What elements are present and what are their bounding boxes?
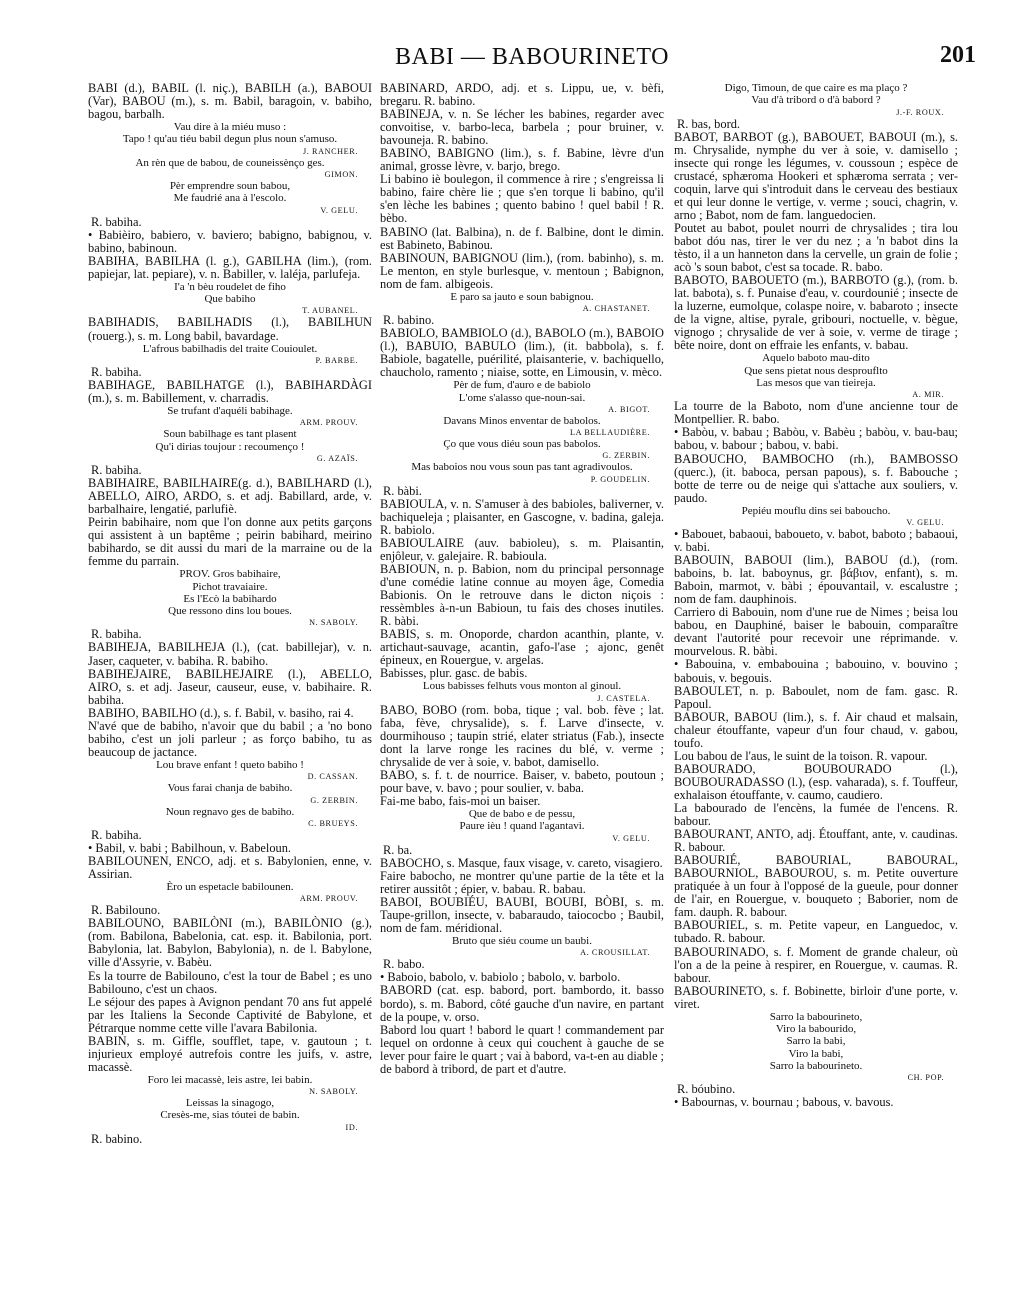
dictionary-author: D. CASSAN.: [307, 772, 358, 782]
dictionary-entry: BABIN, s. m. Giffle, soufflet, tape, v. gautoun ; t. injurieux employé autrefois contre les juifs, v. astre, macassè.: [88, 1033, 372, 1074]
dictionary-entry: • Babil, v. babi ; Babilhoun, v. Babeloun.: [88, 840, 292, 855]
dictionary-ref: R. babiha.: [91, 214, 142, 229]
dictionary-ref: R. Babilouno.: [91, 903, 161, 918]
dictionary-entry: BABINO, BABIGNO (lim.), s. f. Babine, lèvre d'un animal, grosse lèvre, v. barjo, brego.: [380, 146, 664, 174]
dictionary-entry: BABOURIEL, s. m. Petite vapeur, en Languedoc, v. tubado. R. babour.: [674, 918, 958, 946]
dictionary-quote: Pichot travaiaire.: [192, 580, 268, 593]
dictionary-entry: BABIOULAIRE (auv. babioleu), s. m. Plaisantin, enjôleur, v. galejaire. R. babioula.: [380, 535, 664, 563]
dictionary-author: N. SABOLY.: [309, 1087, 358, 1097]
dictionary-author: T. AUBANEL.: [302, 306, 358, 316]
dictionary-quote: Sarro la babourineto.: [769, 1059, 863, 1072]
dictionary-author: V. GELU.: [320, 205, 358, 215]
dictionary-entry: • Babouina, v. embabouina ; babouino, v. bouvino ; babouis, v. begouis.: [674, 657, 958, 685]
dictionary-quote: L'afrous babilhadis del traite Couioulet.: [142, 342, 318, 355]
dictionary-quote: An rèn que de babou, de couneissènço ges.: [135, 156, 325, 169]
dictionary-author: GIMON.: [324, 170, 358, 180]
dictionary-quote: Que ressono dins lou boues.: [168, 605, 292, 618]
dictionary-entry: BABIOULA, v. n. S'amuser à des babioles, baliverner, v. bachiqueleja ; plaisanter, en Gascogne, v. badina, galeja. R. babiolo.: [380, 496, 664, 537]
dictionary-entry: Poutet au babot, poulet nourri de chrysalides ; tira lou babot dóu nas, tirer le ver du nez ; a 'n babot dins la tèsto, il a un hanneton dans la cervelle, un grain de folie ; acò 's soun babot, c'est sa tocade. R. babo.: [674, 220, 958, 275]
dictionary-author: P. GOUDELIN.: [590, 474, 650, 484]
dictionary-author: N. SABOLY.: [309, 618, 358, 628]
dictionary-quote: Vous farai chanja de babiho.: [167, 782, 293, 795]
dictionary-quote: Viro la babi,: [788, 1047, 844, 1060]
dictionary-quote: Vau dire à la miéu muso :: [173, 121, 287, 134]
dictionary-entry: BABIHAIRE, BABILHAIRE(g. d.), BABILHARD (l.), ABELLO, AIRO, ARDO, s. et adj. Babillard, arde, v. barbalhaire, lengatié, parlufiè.: [88, 475, 372, 517]
dictionary-entry: N'avé que de babiho, n'avoir que du babil ; a 'no bono babiho, c'est un joli parleur ; as forço babiho, tu as beaucoup de jactance.: [88, 718, 372, 759]
dictionary-author: C. BRUEYS.: [308, 818, 358, 828]
dictionary-entry: BABIOLO, BAMBIOLO (d.), BABOLO (m.), BABOIO (l.), BABUIO, BABULO (lim.), (it. babbola), s. f. Babiole, bagatelle, puérilité, plaisanterie, v. bachiquello, chaucholo, ramento ; niaise, sotte, en Limousin, v. mèco.: [380, 326, 664, 380]
running-title: BABI — BABOURINETO: [395, 44, 669, 70]
dictionary-ref: R. babo.: [383, 957, 425, 972]
dictionary-entry: Fai-me babo, fais-moi un baiser.: [380, 794, 541, 809]
dictionary-entry: BABOCHO, s. Masque, faux visage, v. careto, visagiero.: [380, 855, 663, 870]
dictionary-ref: R. bóubino.: [677, 1082, 736, 1097]
dictionary-entry: Es la tourre de Babilouno, c'est la tour de Babel ; es uno Babilouno, c'est un chaos.: [88, 968, 372, 996]
dictionary-author: ARM. PROUV.: [299, 418, 358, 428]
dictionary-quote: Que de babo e de pessu,: [468, 808, 576, 821]
dictionary-entry: BABI (d.), BABIL (l. niç.), BABILH (a.), BABOUI (Var), BABOU (m.), s. m. Babil, baragoin, v. babiho, bagou, barbalh.: [88, 82, 372, 122]
dictionary-quote: Ço que vous diéu soun pas babolos.: [443, 438, 601, 451]
dictionary-quote: Leissas la sinagogo,: [185, 1097, 275, 1110]
dictionary-quote: Foro lei macassè, leis astre, lei babin.: [147, 1073, 313, 1086]
dictionary-ref: R. babiha.: [91, 364, 142, 379]
dictionary-entry: BABOUIN, BABOUI (lim.), BABOU (d.), (rom. baboins, b. lat. baboynus, gr. βάβιον, enfant), s. m. Baboin, marmot, v. bàbi ; épouvantail, v. escalustre ; nom de fam. dauphinois.: [674, 553, 958, 607]
dictionary-quote: Sarro la babourineto,: [769, 1010, 863, 1023]
dictionary-author: ID.: [345, 1122, 358, 1132]
dictionary-author: A. MIR.: [912, 390, 944, 400]
dictionary-quote: Tapo ! qu'au tiéu babil degun plus noun s'amuso.: [122, 133, 338, 146]
dictionary-entry: Li babino iè boulegon, il commence à rire ; s'engreissa li babino, faire chère lie ; que s'en torque li babino, qu'il s'en lèche les babines ; quento babino ! quel babil ! R. bèbo.: [380, 172, 664, 226]
dictionary-ref: R. babiha.: [91, 627, 142, 642]
dictionary-quote: Soun babilhage es tant plasent: [163, 428, 297, 441]
dictionary-entry: Le séjour des papes à Avignon pendant 70 ans fut appelé par les Italiens la Seconde Captivité de Babylone, et Pétrarque nomme cette ville l'avara Babilonia.: [88, 994, 372, 1035]
dictionary-author: V. GELU.: [612, 833, 650, 843]
dictionary-entry: BABO, BOBO (rom. boba, tique ; val. bob. fève ; lat. faba, fève, chrysalide), s. f. Larve d'insecte, v. dourmihouso ; taupin strié, elater striatus (Fab.), insecte dont la larve ronge les racines du blé, v. verme ; chrysalide de ver à soie, v. babot, damisello.: [380, 702, 664, 769]
dictionary-ref: R. ba.: [383, 842, 413, 857]
dictionary-entry: BABOURINETO, s. f. Bobinette, birloir d'une porte, v. viret.: [674, 983, 958, 1011]
dictionary-author: J.-F. ROUX.: [896, 107, 944, 117]
dictionary-quote: Que babiho: [204, 293, 256, 306]
dictionary-entry: BABOTO, BABOUETO (m.), BARBOTO (g.), (rom. b. lat. babota), s. f. Punaise d'eau, v. courdounié ; insecte de la luzerne, eumolque, colaspe noire, v. babaroto ; insecte de la vigne, altise, pyrale, gribouri, noctuelle, v. bègue, vignogo ; chrysalide de ver à soie, v. verme de tirage ; bête noire, dont on effraie les enfants, v. babau.: [674, 273, 958, 353]
dictionary-entry: BABORD (cat. esp. babord, port. bambordo, it. basso bordo), s. m. Babord, côté gauche d'un navire, en partant de la poupe, v. orso.: [380, 983, 664, 1024]
dictionary-quote: Noun regnavo ges de babiho.: [165, 805, 295, 818]
dictionary-ref: R. babiha.: [91, 827, 142, 842]
dictionary-entry: BABO, s. f. t. de nourrice. Baiser, v. babeto, poutoun ; pour bave, v. bavo ; pour soulier, v. baba.: [380, 768, 664, 796]
dictionary-entry: • Babièiro, babiero, v. baviero; babigno, babignou, v. babino, babinoun.: [88, 227, 372, 255]
dictionary-entry: Babisses, plur. gasc. de babis.: [380, 666, 528, 681]
dictionary-ref: R. bas, bord.: [677, 116, 740, 131]
dictionary-entry: • Babournas, v. bournau ; babous, v. bavous.: [674, 1095, 894, 1110]
dictionary-entry: BABOURIÉ, BABOURIAL, BABOURAL, BABOURNIOL, BABOUROU, s. m. Petite ouverture pratiquée à un four à l'opposé de la gueule, pour donner de l'air, en Rouergue, v. bouqueto ; Baborier, nom de fam. dauph. R. babour.: [674, 853, 958, 920]
dictionary-quote: I'a 'n bèu roudelet de fiho: [174, 280, 286, 293]
dictionary-entry: BABILOUNO, BABILÒNI (m.), BABILÒNIO (g.), (rom. Babilona, Babelonia, cat. esp. it. Babilonia, port. Babylonia, lat. Babylon, Babylonia), n. de l. Babylone, ville d'Assyrie, v. Babèu.: [88, 916, 372, 970]
dictionary-quote: Lous babisses felhuts vous monton al ginoul.: [422, 680, 622, 693]
dictionary-quote: E paro sa jauto e soun babignou.: [450, 290, 594, 303]
dictionary-author: P. BARBE.: [315, 355, 358, 365]
dictionary-quote: Aquelo baboto mau-dito: [762, 352, 870, 365]
dictionary-author: G. AZAÏS.: [316, 453, 358, 463]
dictionary-author: J. CASTELA.: [597, 693, 650, 703]
page-header: [0, 40, 1024, 80]
dictionary-entry: Peirin babihaire, nom que l'on donne aux petits garçons qui assistent à un baptême ; peirin babihard, meirino babihardo, se dit aussi du mari de la marraine ou de la femme du parrain.: [88, 515, 372, 569]
dictionary-quote: Pepiéu mouflu dins sei baboucho.: [741, 504, 891, 517]
dictionary-ref: R. babiha.: [91, 462, 142, 477]
dictionary-entry: BABIHEJA, BABILHEJA (l.), (cat. babillejar), v. n. Jaser, caqueter, v. babiha. R. babiho.: [88, 640, 372, 668]
dictionary-entry: BABINOUN, BABIGNOU (lim.), (rom. babinho), s. m. Le menton, en style burlesque, v. mentoun ; Babignon, nom de fam. albigeois.: [380, 250, 664, 291]
column-3: [674, 82, 958, 1202]
dictionary-entry: BABOURINADO, s. f. Moment de grande chaleur, où l'on a de la peine à respirer, en Rouergue, v. caumas. R. babour.: [674, 944, 958, 985]
dictionary-entry: BABIHADIS, BABILHADIS (l.), BABILHUN (rouerg.), s. m. Long babil, bavardage.: [88, 315, 372, 343]
dictionary-author: V. GELU.: [906, 518, 944, 527]
dictionary-quote: Pèr de fum, d'auro e de babiolo: [453, 379, 591, 392]
dictionary-ref: R. bàbi.: [383, 483, 422, 498]
dictionary-quote: L'ome s'alasso que-noun-sai.: [458, 391, 586, 404]
dictionary-entry: BABIS, s. m. Onoporde, chardon acanthin, plante, v. artichaut-sauvage, acantin, gafo-l'ase ; ajonc, genêt épineux, en Rouergue, v. argelas.: [380, 627, 664, 668]
dictionary-author: ARM. PROUV.: [299, 894, 358, 904]
dictionary-ref: R. babino.: [383, 313, 435, 328]
dictionary-entry: BABIHEJAIRE, BABILHEJAIRE (l.), ABELLO, AIRO, s. et adj. Jaseur, causeur, euse, v. babihaire. R. babiha.: [88, 666, 372, 707]
column-1: [88, 82, 372, 1202]
dictionary-quote: PROV. Gros babihaire,: [179, 568, 281, 581]
dictionary-entry: BABOI, BOUBIÉU, BAUBI, BOUBI, BÒBI, s. m. Taupe-grillon, insecte, v. babaraudo, taiococbo ; Baubil, nom de fam. méridional.: [380, 894, 664, 936]
dictionary-entry: BABINO (lat. Balbina), n. de f. Balbine, dont le dimin. est Babineto, Babinou.: [380, 224, 664, 252]
dictionary-quote: Es l'Ecò la babihardo: [183, 592, 277, 605]
dictionary-entry: Faire babocho, ne montrer qu'une partie de la tête et la retirer aussitôt ; épier, v. babau. R. babau.: [380, 868, 664, 896]
dictionary-entry: BABIHO, BABILHO (d.), s. f. Babil, v. basiho, rai 4.: [88, 705, 354, 720]
dictionary-quote: Qu'i dirias toujour : recoumenço !: [155, 440, 305, 453]
dictionary-quote: Que sens pietat nous desprouflto: [744, 364, 888, 377]
dictionary-quote: Èro un espetacle babilounen.: [166, 880, 294, 893]
dictionary-quote: Me faudrié ana à l'escolo.: [173, 192, 287, 205]
dictionary-entry: BABOURANT, ANTO, adj. Étouffant, ante, v. caudinas. R. babour.: [674, 827, 958, 855]
dictionary-entry: BABINARD, ARDO, adj. et s. Lippu, ue, v. bèfi, bregaru. R. babino.: [380, 82, 664, 109]
dictionary-quote: Sarro la babi,: [786, 1035, 846, 1048]
dictionary-author: G. ZERBIN.: [310, 795, 358, 805]
dictionary-ref: R. babino.: [91, 1131, 143, 1146]
dictionary-quote: Se trufant d'aquéli babihage.: [167, 404, 293, 417]
dictionary-entry: BABOURADO, BOUBOURADO (l.), BOUBOURADASSO (l.), (esp. vaharada), s. f. Touffeur, exhalaison étouffante, v. caumo, caudiero.: [674, 761, 958, 802]
dictionary-quote: Pèr emprendre soun babou,: [169, 180, 291, 193]
dictionary-quote: Bruto que siéu coume un baubi.: [452, 935, 592, 948]
dictionary-author: A. BIGOT.: [608, 404, 650, 414]
dictionary-author: LA BELLAUDIÈRE.: [570, 428, 650, 438]
dictionary-entry: BABOUCHO, BAMBOCHO (rh.), BAMBOSSO (querc.), (it. baboca, persan papous), s. f. Babouche ; botte de terre ou de neige qui s'attache aux souliers, v. paudo.: [674, 451, 958, 505]
dictionary-quote: Digo, Timoun, de que caire es ma plaço ?: [724, 82, 908, 94]
dictionary-entry: BABOULET, n. p. Baboulet, nom de fam. gasc. R. Papoul.: [674, 683, 958, 711]
dictionary-entry: BABIHAGE, BABILHATGE (l.), BABIHARDÀGI (m.), s. m. Babillement, v. charradis.: [88, 377, 372, 405]
dictionary-quote: Las mesos que van tieireja.: [756, 377, 876, 390]
dictionary-quote: Vau d'à tribord o d'à babord ?: [751, 94, 881, 107]
dictionary-entry: Carriero di Babouin, nom d'une rue de Nimes ; beisa lou babou, en Dauphiné, baiser le babouin, comparaître devant l'autorité pour recevoir une réprimande. v. mourvelous. R. bàbi.: [674, 605, 958, 659]
dictionary-author: G. ZERBIN.: [602, 451, 650, 461]
dictionary-entry: • Babòu, v. babau ; Babòu, v. Babèu ; babòu, v. bau-bau; babou, v. babour ; babou, v. babi.: [674, 425, 958, 453]
dictionary-entry: BABOUR, BABOU (lim.), s. f. Air chaud et malsain, chaleur étouffante, vapeur d'un four chaud, v. gabou, toufo.: [674, 709, 958, 750]
dictionary-author: CH. POP.: [907, 1073, 944, 1083]
dictionary-entry: BABINEJA, v. n. Se lécher les babines, regarder avec convoitise, v. barbo-leca, barbela ; pour bruiner, v. bavouneja. R. babino.: [380, 107, 664, 148]
dictionary-entry: BABILOUNEN, ENCO, adj. et s. Babylonien, enne, v. Assirian.: [88, 853, 372, 881]
dictionary-entry: La tourre de la Baboto, nom d'une ancienne tour de Montpellier. R. babo.: [674, 399, 958, 427]
dictionary-quote: Davans Minos enventar de babolos.: [443, 414, 601, 427]
dictionary-quote: Mas baboios nou vous soun pas tant agradivoulos.: [411, 461, 633, 474]
dictionary-quote: Cresès-me, sias tóutei de babin.: [160, 1109, 300, 1122]
dictionary-entry: BABIHA, BABILHA (l. g.), GABILHA (lim.), (rom. papiejar, lat. pepiare), v. n. Babiller, v. laléja, parlufeja.: [88, 253, 372, 281]
dictionary-quote: Paure ièu ! quand l'agantavi.: [459, 820, 585, 833]
dictionary-entry: Lou babou de l'aus, le suint de la toison. R. vapour.: [674, 748, 928, 763]
dictionary-entry: Babord lou quart ! babord le quart ! commandement par lequel on ordonne à ceux qui couchent à gauche de se lever pour faire le quart ; vai à babord, va-t-en au diable ; de babord à tribord, de part et d'autre.: [380, 1022, 664, 1076]
page-number: 201: [940, 42, 976, 68]
dictionary-author: J. RANCHER.: [302, 146, 358, 156]
dictionary-entry: BABOT, BARBOT (g.), BABOUET, BABOUI (m.), s. m. Chrysalide, nymphe du ver à soie, v. damisello ; insecte qui ronge les légumes, v. coussoun ; espèce de crustacé, sphæroma Hookeri et sphæroma serrata ; ver-coquin, larve qui s'introduit dans le cerveau des bestiaux et qui leur donne le vertige, v. verme ; souci, chagrin, v. arno ; Babot, nom de fam. languedocien.: [674, 129, 958, 222]
dictionary-entry: La babourado de l'encèns, la fumée de l'encens. R. babour.: [674, 800, 958, 829]
column-2: [380, 82, 664, 1202]
dictionary-quote: Lou brave enfant ! queto babiho !: [156, 758, 304, 771]
dictionary-entry: • Baboio, babolo, v. babiolo ; babolo, v. barbolo.: [380, 970, 621, 985]
dictionary-author: A. CHASTANET.: [582, 304, 650, 314]
dictionary-author: A. CROUSILLAT.: [580, 948, 650, 958]
dictionary-entry: BABIOUN, n. p. Babion, nom du principal personnage d'une comédie latine connue au moyen âge, Comedia Babionis. On le retrouve dans le dicton niçois : ressèmbles à-n-un Babioun, tu fais des choses inutiles. R. bàbi.: [380, 562, 664, 629]
dictionary-entry: • Babouet, babaoui, baboueto, v. babot, baboto ; babaoui, v. babi.: [674, 527, 958, 555]
dictionary-quote: Viro la babourido,: [775, 1023, 857, 1036]
